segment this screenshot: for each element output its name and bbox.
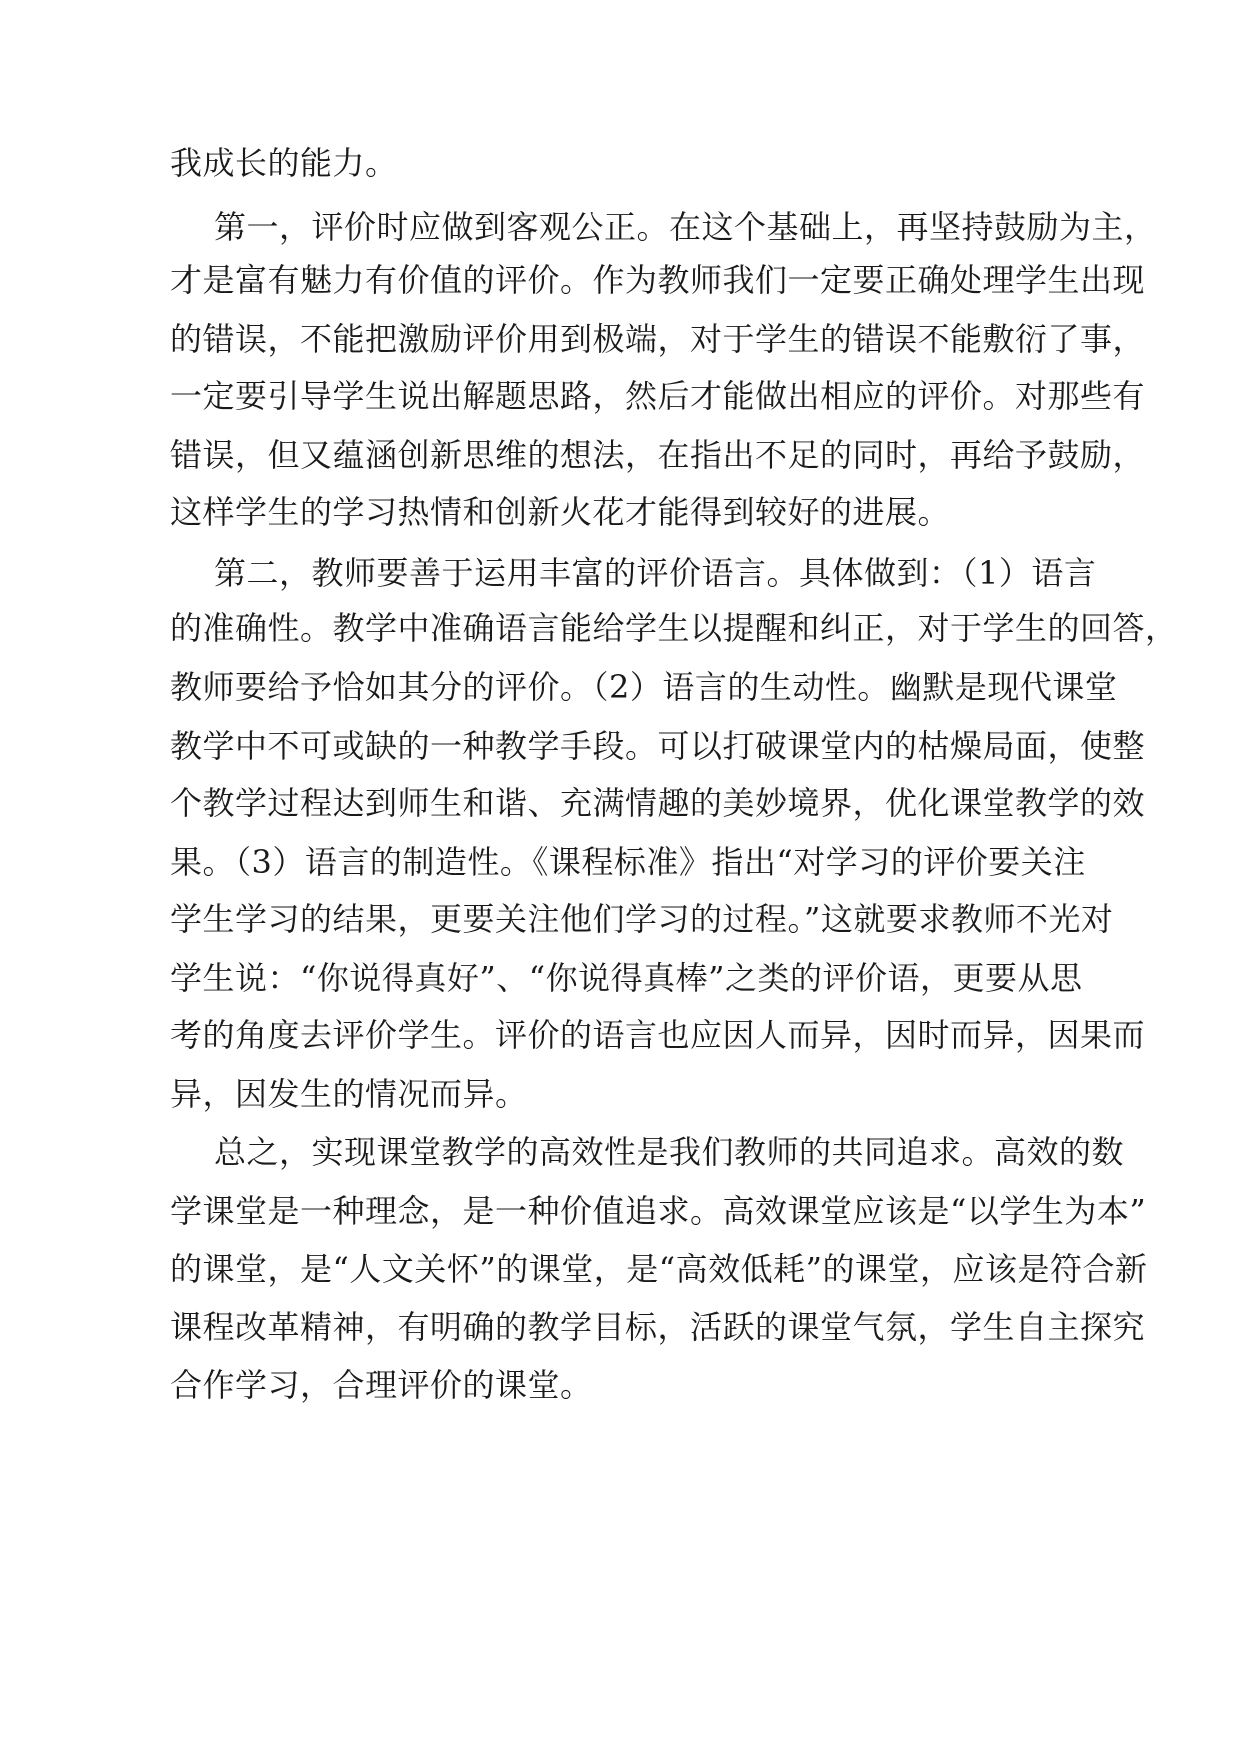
text-line: 这样学生的学习热情和创新火花才能得到较好的进展。 — [170, 493, 951, 531]
text-line: 考的角度去评价学生。评价的语言也应因人而异，因时而异，因果而 — [170, 1016, 1146, 1054]
text-line: 个教学过程达到师生和谐、充满情趣的美妙境界，优化课堂教学的效 — [170, 784, 1146, 822]
text-line: 的错误，不能把激励评价用到极端，对于学生的错误不能敷衍了事， — [170, 320, 1146, 358]
text-line: 学课堂是一种理念，是一种价值追求。高效课堂应该是“以学生为本” — [170, 1192, 1147, 1230]
text-line: 错误，但又蕴涵创新思维的想法，在指出不足的同时，再给予鼓励， — [170, 436, 1146, 474]
text-line: 才是富有魅力有价值的评价。作为教师我们一定要正确处理学生出现 — [170, 261, 1146, 299]
paragraph-start-line: 第一，评价时应做到客观公正。在这个基础上，再坚持鼓励为主， — [214, 208, 1157, 246]
text-line: 果。（3）语言的制造性。《课程标准》指出“对学习的评价要关注 — [170, 843, 1086, 881]
text-line: 的准确性。教学中准确语言能给学生以提醒和纠正，对于学生的回答， — [170, 609, 1178, 647]
text-line: 课程改革精神，有明确的教学目标，活跃的课堂气氛，学生自主探究 — [170, 1308, 1146, 1346]
text-line: 异，因发生的情况而异。 — [170, 1075, 528, 1113]
paragraph-start-line: 第二，教师要善于运用丰富的评价语言。具体做到：（1）语言 — [214, 554, 1097, 592]
text-line: 教师要给予恰如其分的评价。（2）语言的生动性。幽默是现代课堂 — [170, 668, 1118, 706]
text-line: 教学中不可或缺的一种教学手段。可以打破课堂内的枯燥局面，使整 — [170, 727, 1146, 765]
text-line: 一定要引导学生说出解题思路，然后才能做出相应的评价。对那些有 — [170, 377, 1146, 415]
text-line: 合作学习，合理评价的课堂。 — [170, 1366, 593, 1404]
text-line: 学生学习的结果，更要关注他们学习的过程。”这就要求教师不光对 — [170, 900, 1114, 938]
text-line: 我成长的能力。 — [170, 144, 398, 182]
text-line: 的课堂，是“人文关怀”的课堂，是“高效低耗”的课堂，应该是符合新 — [170, 1250, 1148, 1288]
text-line: 学生说：“你说得真好”、“你说得真棒”之类的评价语，更要从思 — [170, 959, 1083, 997]
paragraph-start-line: 总之，实现课堂教学的高效性是我们教师的共同追求。高效的数 — [214, 1133, 1125, 1171]
